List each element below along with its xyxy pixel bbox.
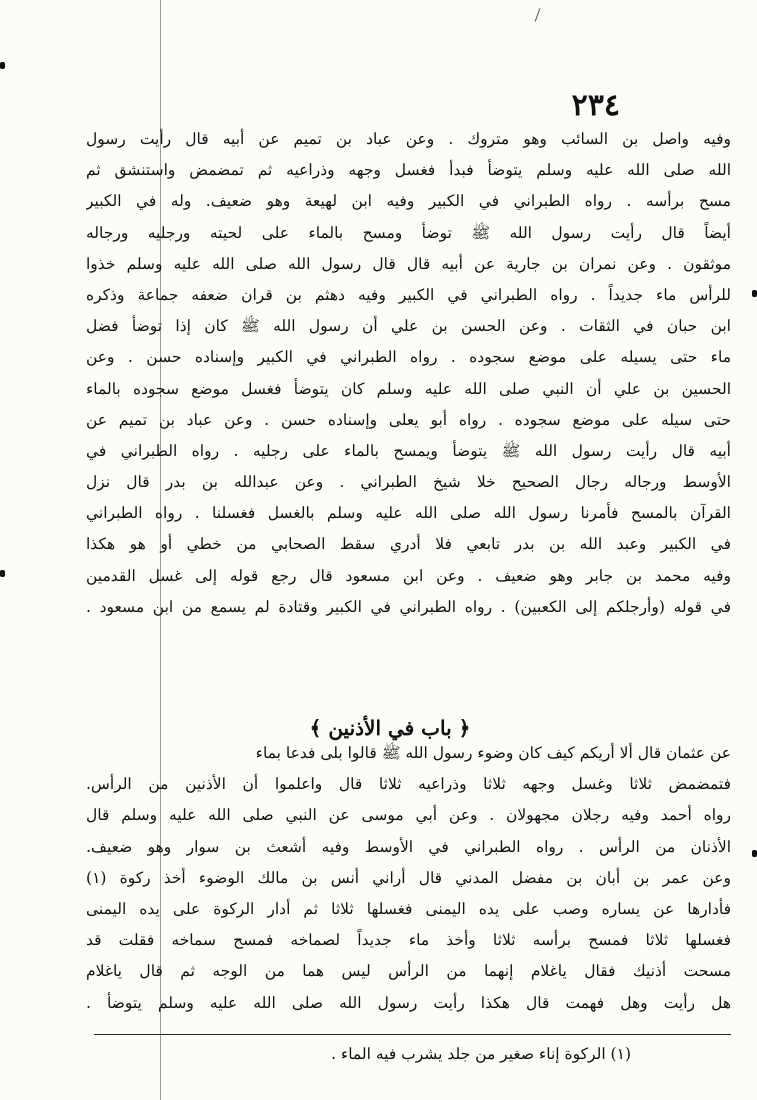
page-number: ٢٣٤ [571, 88, 620, 123]
text-line: القرآن بالمسح فأمرنا رسول الله صلى الله عليه وسلم بالغسل فغسلنا . رواه الطبراني [86, 504, 731, 523]
edge-mark [0, 62, 5, 69]
main-text [86, 124, 731, 623]
text-line: الله صلى الله عليه وسلم يتوضأ فبدأ فغسل وجهه وذراعيه ثم تمضمض واستنشق ثم [86, 161, 731, 180]
footnote: (١) الركوة إناء صغير من جلد يشرب فيه الماء . [331, 1045, 631, 1063]
footnote-divider [94, 1034, 731, 1035]
text-line: حتى سيله على موضع سجوده . رواه أبو يعلى وإسناده حسن . وعن عباد بن تميم عن [86, 410, 731, 429]
edge-mark [0, 570, 5, 577]
text-line: عن عثمان قال ألا أريكم كيف كان وضوء رسول الله ﷺ قالوا بلى فدعا بماء [255, 744, 731, 762]
text-line: مسحت أذنيك فقال ياغلام إنهما من الرأس ليس هما من الوجه ثم قال ياغلام [86, 962, 731, 981]
edge-mark [752, 290, 757, 297]
text-line: موثقون . وعن نمران بن جارية عن أبيه قال قال رسول الله صلى الله عليه وسلم خذوا [86, 254, 731, 273]
scan-mark [535, 8, 541, 21]
text-line: الأوسط ورجاله رجال الصحيح خلا شيخ الطبراني . وعن عبدالله بن بدر قال نزل [86, 473, 731, 492]
text-line: الأذنان من الرأس . رواه الطبراني في الأوسط وفيه أشعث بن سوار وهو ضعيف. [86, 837, 731, 856]
text-line: أبيه قال رأيت رسول الله ﷺ يتوضأ ويمسح بالماء على رجليه . رواه الطبراني في [86, 441, 731, 460]
text-line: رواه أحمد وفيه رجلان مجهولان . وعن أبي موسى عن النبي صلى الله عليه وسلم قال [86, 806, 731, 825]
text-line: هل رأيت وهل فهمت قال هكذا رأيت رسول الله صلى الله عليه وسلم يتوضأ . [86, 993, 731, 1012]
text-line: ابن حبان في الثقات . وعن الحسن بن علي أن رسول الله ﷺ كان إذا توضأ فضل [86, 317, 731, 336]
section-heading: ﴿ باب في الأذنين ﴾ [309, 716, 471, 740]
text-line: فأدارها عن يساره وصب على يده اليمنى فغسلها ثلاثا ثم أدار الركوة على يده اليمنى [86, 899, 731, 918]
text-line: وعن عمر بن أبان بن مفضل المدني قال أراني أنس بن مالك الوضوء أخذ ركوة (١) [86, 868, 731, 887]
text-line: فتمضمض ثلاثا وغسل وجهه ثلاثا وذراعيه ثلاثا قال واعلموا أن الأذنين من الرأس. [86, 775, 731, 794]
text-line: فغسلها ثلاثا فمسح برأسه ثلاثا وأخذ ماء جديداً لصماخه فمسح سماخه فقلت قد [86, 931, 731, 950]
text-line: أيضاً قال رأيت رسول الله ﷺ توضأ ومسح بالماء على لحيته ورجليه ورجاله [86, 223, 731, 242]
text-line: مسح برأسه . رواه الطبراني في الكبير وفيه ابن لهيعة وهو ضعيف. وله في الكبير [86, 192, 731, 211]
text-line: وفيه محمد بن جابر وهو ضعيف . وعن ابن مسعود قال رجع قوله إلى غسل القدمين [86, 566, 731, 585]
text-line: للرأس ماء جديداً . رواه الطبراني في الكبير وفيه دهثم بن قران ضعفه جماعة وذكره [86, 285, 731, 304]
text-line: وفيه واصل بن السائب وهو متروك . وعن عباد بن تميم عن أبيه قال رأيت رسول [86, 130, 731, 148]
text-line: الحسين بن علي أن النبي صلى الله عليه وسلم كان يتوضأ فغسل موضع سجوده بالماء [86, 379, 731, 398]
text-line: ماء حتى يسيله على موضع سجوده . رواه الطبراني في الكبير وإسناده حسن . وعن [86, 348, 731, 367]
text-line: في الكبير وعبد الله بن بدر تابعي فلا أدري سقط الصحابي من خطي أو هو هكذا [86, 535, 731, 554]
section-text [86, 738, 731, 1019]
edge-mark [752, 850, 757, 857]
text-line: في قوله (وأرجلكم إلى الكعبين) . رواه الطبراني في الكبير وقتادة لم يسمع من ابن مسعود . [86, 597, 731, 616]
